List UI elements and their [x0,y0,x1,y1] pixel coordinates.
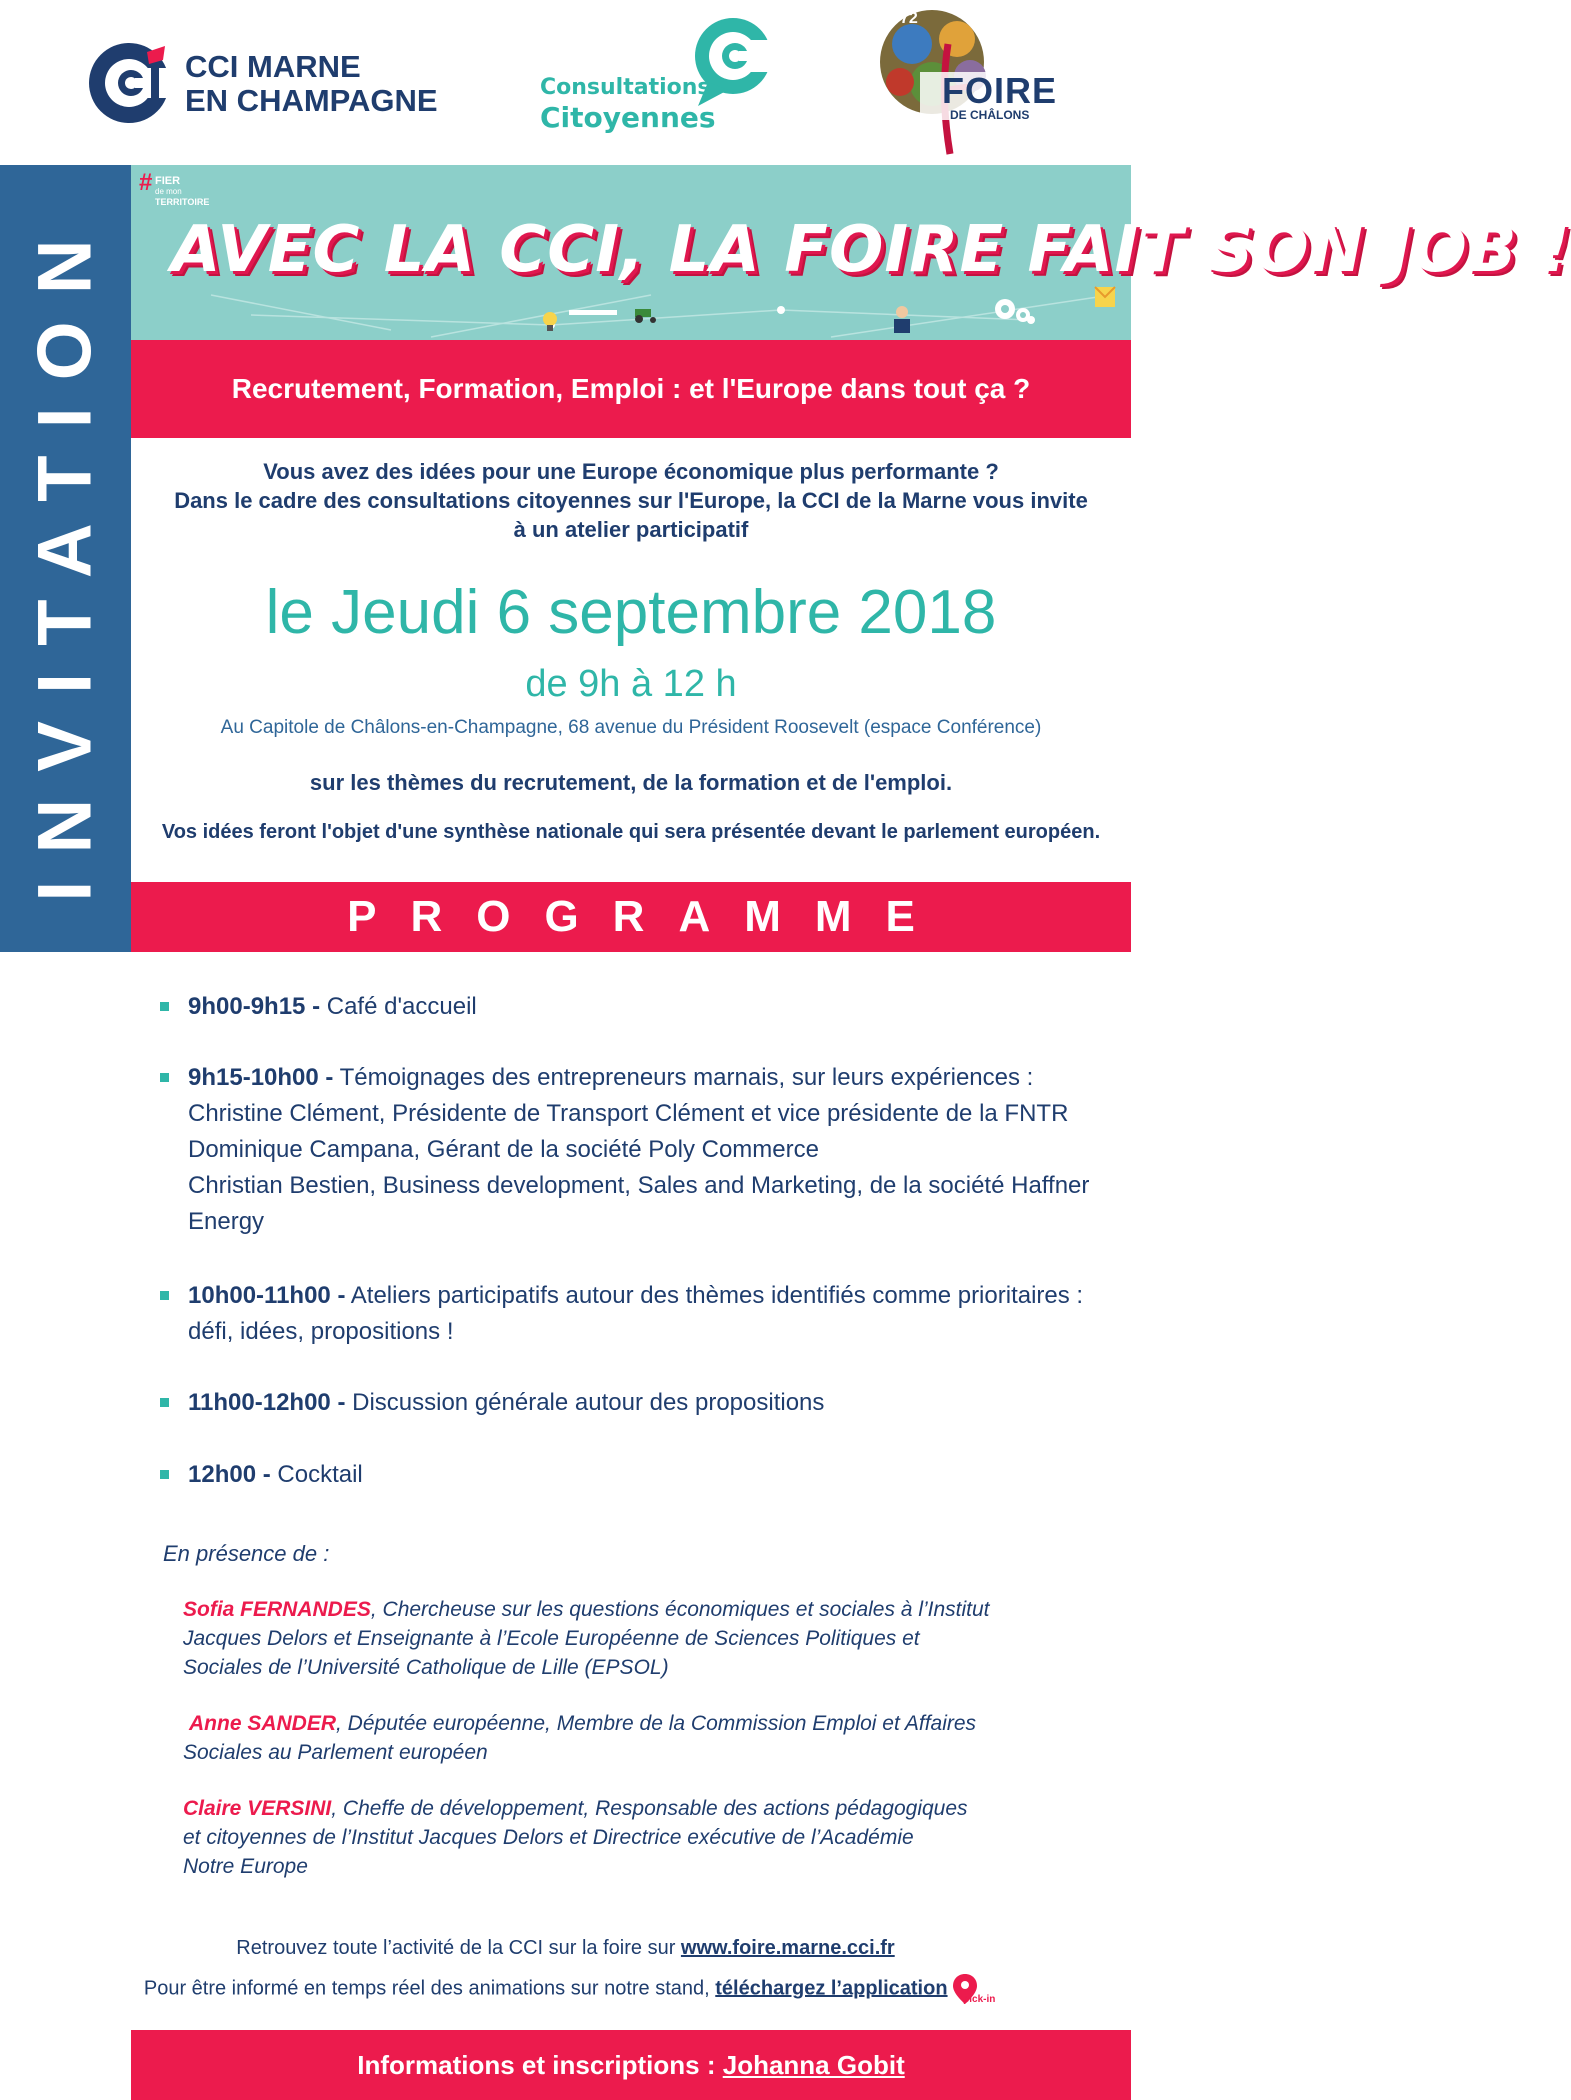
programme-text: Café d'accueil [326,993,477,1020]
programme-text: défi, idées, propositions ! [188,1318,454,1345]
footer-line2 [0,1974,1131,2004]
event-date: le Jeudi 6 septembre 2018 [265,578,997,647]
programme-text: Cocktail [277,1461,363,1488]
programme-text: Témoignages des entrepreneurs marnais, sur leurs expériences : [339,1064,1034,1091]
programme-time: 11h00-12h00 - [188,1389,346,1416]
presence-person [183,1794,1083,1881]
foire-badge: 72 [900,10,918,27]
consultations-logo-line2: Citoyennes [540,101,716,134]
programme-time: 12h00 - [188,1461,271,1488]
cci-logo [85,38,475,133]
website-link[interactable]: www.foire.marne.cci.fr [680,1937,895,1959]
person-name: Anne SANDER [189,1712,337,1735]
gears-icon [991,293,1035,325]
person-role: , Députée européenne, Membre de la Commission Emploi et Affaires [336,1712,977,1735]
programme-time: 9h00-9h15 - [188,993,321,1020]
mail-icon [1094,285,1116,309]
cci-logo-line2: EN CHAMPAGNE [185,83,438,118]
person-role: Notre Europe [183,1855,308,1878]
programme-item [160,1278,1120,1350]
foire-title: FOIRE [942,70,1058,111]
programme-text: Christine Clément, Présidente de Transport Clément et vice présidente de la FNTR [188,1100,1069,1127]
banner-tag-line2: de mon [155,187,182,196]
foire-subtitle: DE CHÂLONS [950,108,1030,122]
person-name: Claire VERSINI [183,1797,332,1820]
programme-text: Christian Bestien, Business development, Sales and Marketing, de la société Haffner [188,1172,1090,1199]
footer-line2-text: Pour être informé en temps réel des animations sur notre stand, [143,1977,716,2000]
programme-item [160,1385,1120,1421]
programme-text: Discussion générale autour des propositions [352,1389,825,1416]
banner-tag-line3: TERRITOIRE [155,197,210,207]
tractor-icon [631,305,661,325]
lightbulb-icon [541,310,559,334]
programme-time: 9h15-10h00 - [188,1064,334,1091]
banner-underline [569,310,617,315]
event-themes: sur les thèmes du recrutement, de la formation et de l'emploi. [309,770,953,795]
banner-tag-line1: FIER [155,175,181,187]
programme-bar [131,882,1131,952]
person-name: Sofia FERNANDES [183,1598,371,1621]
cci-logo-icon [85,38,173,128]
bullet-icon [160,1470,169,1479]
contact-link[interactable]: Johanna Gobit [722,2050,905,2080]
person-role: , Chercheuse sur les questions économiques et sociales à l’Institut [370,1598,990,1621]
consultations-logo-line1: Consultations [540,75,711,100]
intro-block [131,457,1131,544]
programme-text: Energy [188,1208,265,1235]
intro-line1: Vous avez des idées pour une Europe économique plus performante ? [263,459,999,484]
download-app-link[interactable]: téléchargez l’application [715,1977,948,2000]
person-role: Jacques Delors et Enseignante à l’Ecole Européenne de Sciences Politiques et [183,1627,920,1650]
programme-heading: PROGRAMME [347,892,949,941]
contact-text: Informations et inscriptions : [357,2050,723,2080]
banner-tag-hash: # [139,169,153,196]
bullet-icon [160,1002,169,1011]
headline-bar [131,340,1131,438]
presence-person [183,1709,1083,1767]
bullet-icon [160,1398,169,1407]
event-time: de 9h à 12 h [525,663,737,705]
banner-title: AVEC LA CCI, LA FOIRE FAIT SON JOB ! [171,213,1571,287]
bullet-icon [160,1291,169,1300]
event-synthesis: Vos idées feront l'objet d'une synthèse nationale qui sera présentée devant le parlement européen. [161,821,1101,843]
programme-item [160,1457,1120,1493]
programme-item [160,989,1120,1025]
programme-text: Ateliers participatifs autour des thèmes identifiés comme prioritaires : [350,1282,1084,1309]
presence-person [183,1595,1083,1682]
footer-line1 [0,1937,1131,1960]
banner [131,165,1571,340]
event-address: Au Capitole de Châlons-en-Champagne, 68 avenue du Président Roosevelt (espace Conférence) [220,717,1042,738]
headline-text: Recrutement, Formation, Emploi : et l'Europe dans tout ça ? [231,373,1031,404]
foire-logo [872,4,1058,159]
person-role: , Cheffe de développement, Responsable des actions pédagogiques [331,1797,968,1820]
invitation-label: INVITATION [22,212,108,902]
programme-text: Dominique Campana, Gérant de la société Poly Commerce [188,1136,819,1163]
footer-line1-text: Retrouvez toute l’activité de la CCI sur la foire sur [236,1937,681,1959]
bullet-icon [160,1073,169,1082]
cci-logo-line1: CCI MARNE [185,49,361,84]
programme-time: 10h00-11h00 - [188,1282,346,1309]
person-role: et citoyennes de l’Institut Jacques Delors et Directrice exécutive de l’Académie [183,1826,914,1849]
person-role: Sociales de l’Université Catholique de Lille (EPSOL) [183,1656,669,1679]
pickin-icon[interactable] [953,1974,996,2005]
contact-bar [131,2030,1131,2100]
person-role: Sociales au Parlement européen [183,1741,488,1764]
person-icon [891,305,913,333]
programme-item [160,1060,1120,1240]
presence-heading: En présence de : [163,1541,330,1566]
intro-line3: à un atelier participatif [513,517,749,542]
intro-line2: Dans le cadre des consultations citoyennes sur l'Europe, la CCI de la Marne vous invite [174,488,1088,513]
app-name: pick-in [963,1994,996,2005]
consultations-logo [540,12,780,142]
